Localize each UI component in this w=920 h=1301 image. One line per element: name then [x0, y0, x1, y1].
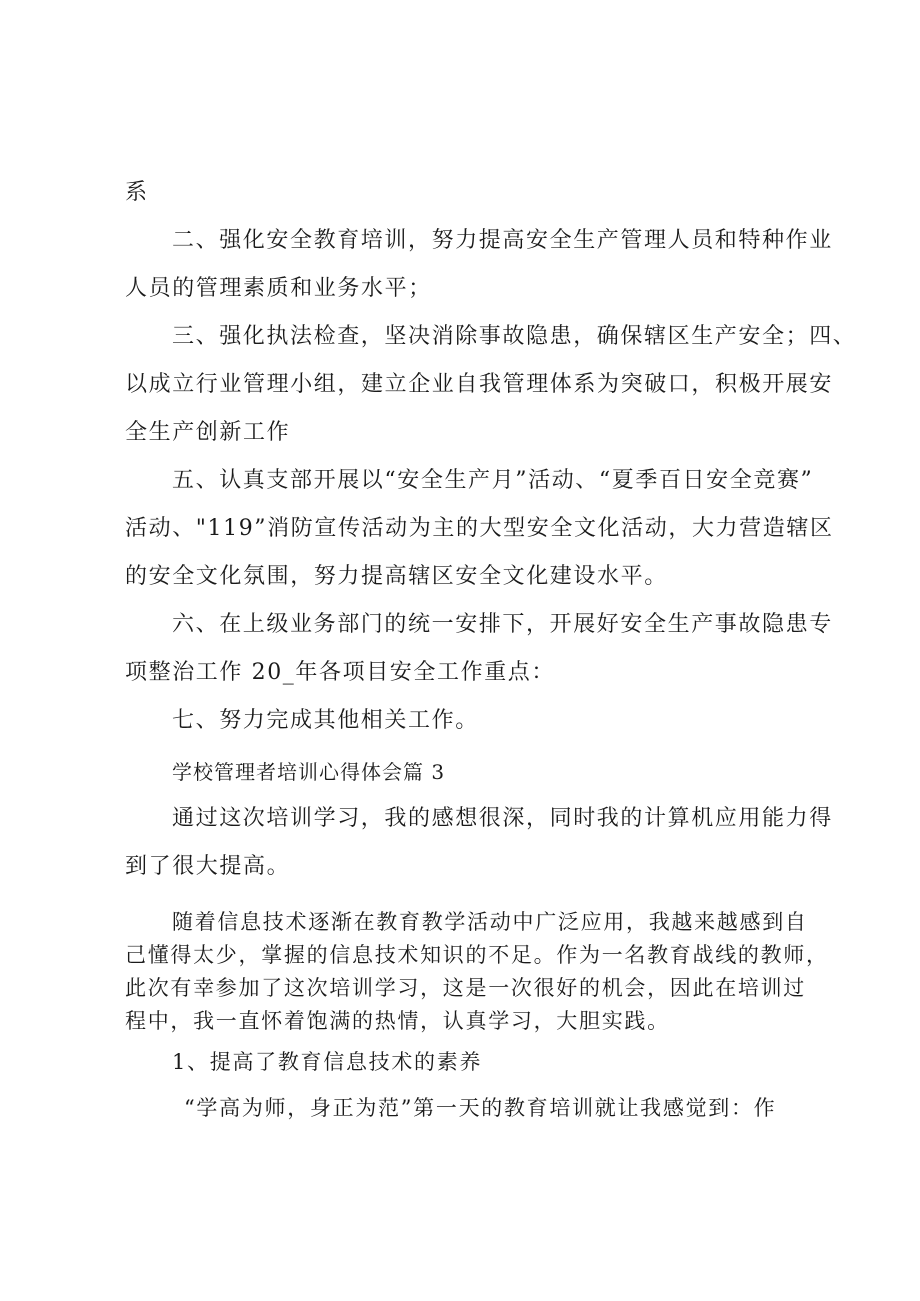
- text-line: 此次有幸参加了这次培训学习，这是一次很好的机会，因此在培训过: [125, 976, 806, 1000]
- text-line: 系: [125, 180, 149, 205]
- text-line: 随着信息技术逐渐在教育教学活动中广泛应用，我越来越感到自: [172, 910, 808, 934]
- text-line: 通过这次培训学习，我的感想很深，同时我的计算机应用能力得: [172, 806, 833, 831]
- text-line: 六、在上级业务部门的统一安排下，开展好安全生产事故隐患专: [172, 612, 833, 637]
- text-line: 项整治工作 20_年各项目安全工作重点：: [125, 660, 555, 685]
- text-line: 三、强化执法检查，坚决消除事故隐患，确保辖区生产安全；四、: [172, 324, 857, 349]
- subheading: 1、提高了教育信息技术的素养: [172, 1050, 483, 1074]
- text-line: 到了很大提高。: [125, 854, 291, 879]
- text-line: 己懂得太少，掌握的信息技术知识的不足。作为一名教育战线的教师，: [125, 943, 829, 967]
- text-line: 二、强化安全教育培训，努力提高安全生产管理人员和特种作业: [172, 228, 833, 253]
- text-line: 全生产创新工作: [125, 420, 291, 445]
- text-line: 人员的管理素质和业务水平；: [125, 276, 432, 301]
- text-line: 以成立行业管理小组，建立企业自我管理体系为突破口，积极开展安: [125, 372, 834, 397]
- text-line: “学高为师，身正为范”第一天的教育培训就让我感觉到：作: [184, 1096, 777, 1120]
- text-line: 程中，我一直怀着饱满的热情，认真学习，大胆实践。: [125, 1009, 670, 1033]
- text-line: 七、努力完成其他相关工作。: [172, 708, 479, 733]
- text-line: 的安全文化氛围，努力提高辖区安全文化建设水平。: [125, 564, 668, 589]
- text-line: 五、认真支部开展以“安全生产月”活动、“夏季百日安全竞赛”: [172, 468, 814, 493]
- text-line: 活动、"119”消防宣传活动为主的大型安全文化活动，大力营造辖区: [125, 516, 834, 541]
- section-heading: 学校管理者培训心得体会篇 3: [172, 760, 446, 784]
